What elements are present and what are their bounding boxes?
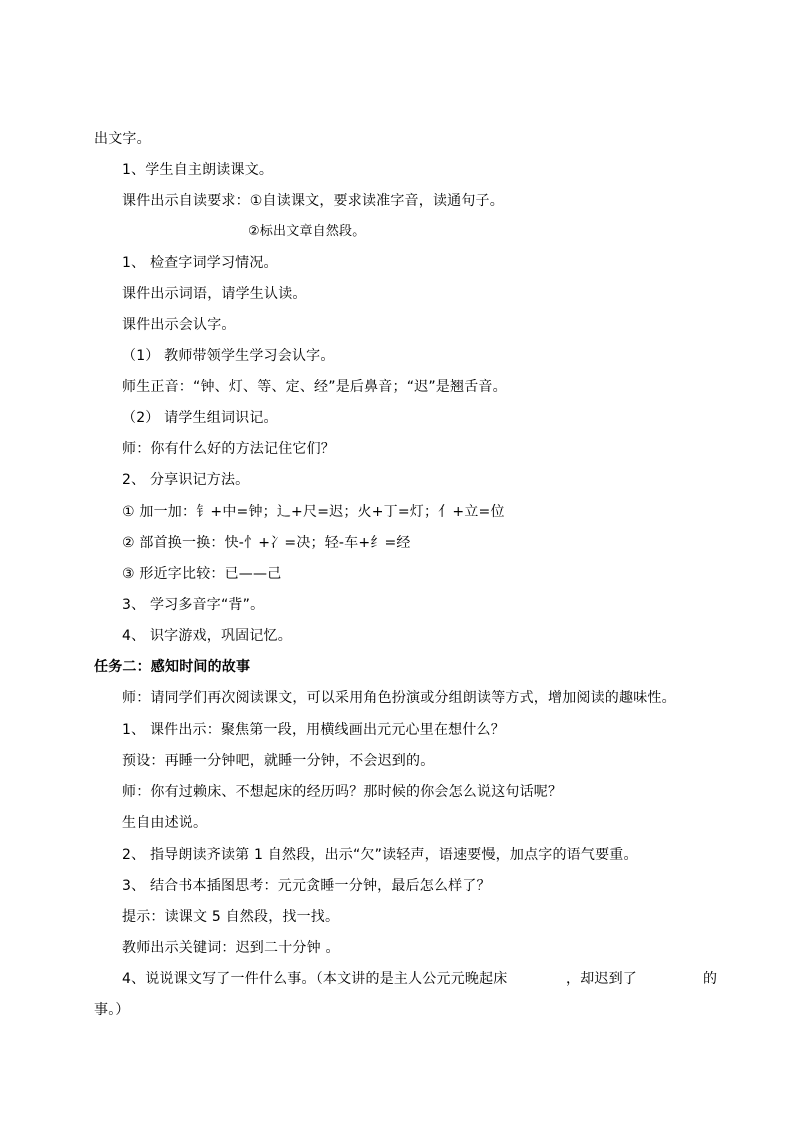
text-line: 师：请同学们再次阅读课文，可以采用角色扮演或分组朗读等方式，增加阅读的趣味性。 — [122, 690, 676, 706]
text-line: 预设：再睡一分钟吧，就睡一分钟，不会迟到的。 — [122, 753, 435, 769]
text-line: 1、 课件出示：聚焦第一段，用横线画出元元心里在想什么？ — [122, 722, 505, 738]
text-line: 1、学生自主朗读课文。 — [122, 162, 274, 178]
section-heading: 任务二：感知时间的故事 — [94, 659, 251, 675]
text-line: ① 加一加：钅+中=钟；辶+尺=迟；火+丁=灯；亻+立=位 — [122, 504, 505, 520]
text-line: 师：你有什么好的方法记住它们？ — [122, 441, 335, 457]
text-line: 师生正音：“钟、灯、等、定、经”是后鼻音；“迟”是翘舌音。 — [122, 379, 507, 395]
text-line: 师：你有过赖床、不想起床的经历吗？那时候的你会怎么说这句话呢？ — [122, 784, 563, 800]
text-line: （1） 教师带领学生学习会认字。 — [122, 348, 335, 364]
text-line: 3、 结合书本插图思考：元元贪睡一分钟，最后怎么样了？ — [122, 878, 491, 894]
text-line: 4、说说课文写了一件什么事。（本文讲的是主人公元元晚起床 — [122, 971, 508, 987]
text-line: ，却迟到了 — [566, 971, 637, 987]
text-line: 课件出示会认字。 — [122, 317, 236, 333]
text-line: 4、 识字游戏，巩固记忆。 — [122, 628, 292, 644]
text-line: 2、 指导朗读齐读第 1 自然段，出示“欠”读轻声，语速要慢，加点字的语气要重。 — [122, 847, 638, 863]
text-line: ②标出文章自然段。 — [248, 224, 366, 239]
text-line: 课件出示词语，请学生认读。 — [122, 286, 307, 302]
text-line: 3、 学习多音字“背”。 — [122, 597, 265, 613]
text-line: 1、 检查字词学习情况。 — [122, 255, 278, 271]
text-line: 教师出示关键词：迟到二十分钟 。 — [122, 940, 340, 956]
text-line: 课件出示自读要求：①自读课文，要求读准字音，读通句子。 — [122, 193, 504, 209]
text-line: 的 — [703, 971, 718, 987]
text-line: 2、 分享识记方法。 — [122, 472, 250, 488]
text-line: 生自由述说。 — [122, 815, 208, 831]
text-line: （2） 请学生组词识记。 — [122, 410, 278, 426]
text-line: 事。） — [94, 1002, 130, 1018]
text-line: 出文字。 — [94, 131, 151, 147]
text-line: ③ 形近字比较：已——己 — [122, 566, 282, 582]
text-line: 提示：读课文 5 自然段，找一找。 — [122, 909, 340, 925]
text-line: ② 部首换一换：快-忄+冫=决；轻-车+纟=经 — [122, 535, 411, 551]
